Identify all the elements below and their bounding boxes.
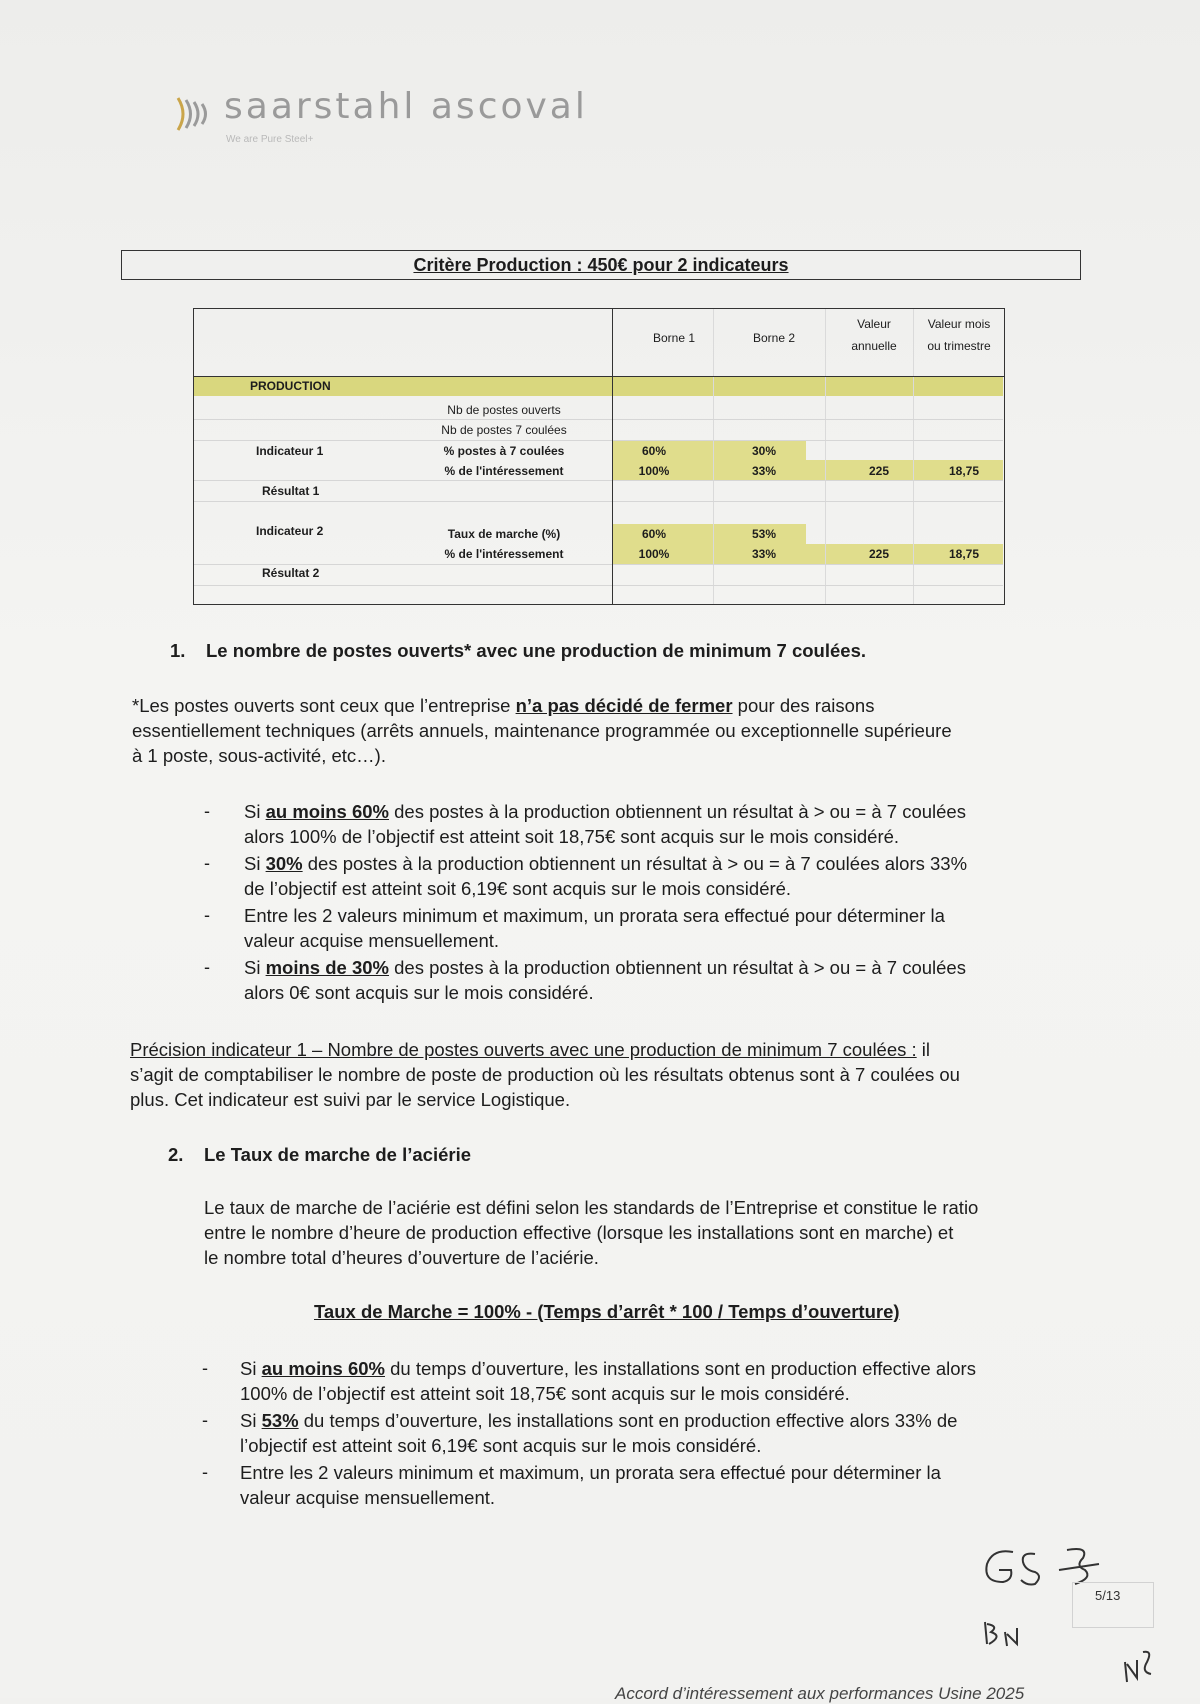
ind2-label: Indicateur 2 xyxy=(256,524,324,538)
s1-bullet-3-line-2: valeur acquise mensuellement. xyxy=(244,930,500,951)
s1-b1-post: des postes à la production obtiennent un résultat à > ou = à 7 coulées xyxy=(388,801,966,822)
grid-row xyxy=(194,585,1003,586)
s2-number: 2. xyxy=(168,1144,184,1165)
s1-b4-pre: Si xyxy=(244,957,266,978)
header-monthly-2: ou trimestre xyxy=(927,339,991,353)
ind1-monthly: 18,75 xyxy=(948,464,980,478)
ind2-line-2: % de l'intéressement xyxy=(444,547,564,561)
header-annual-2: annuelle xyxy=(851,339,897,353)
ind1-borne2-a: 30% xyxy=(751,444,777,458)
bullet-dash: - xyxy=(202,1462,208,1482)
s2-b2-post: du temps d’ouverture, les installations sont en production effective alors 33% de xyxy=(298,1410,958,1431)
s2-para-line-3: le nombre total d’heures d’ouverture de l’aciérie. xyxy=(204,1247,599,1268)
table-divider xyxy=(612,309,613,604)
grid-col xyxy=(825,309,826,604)
s1-b4-post: des postes à la production obtiennent un résultat à > ou = à 7 coulées xyxy=(388,957,966,978)
header-borne1: Borne 1 xyxy=(652,331,696,345)
s2-para-line-1: Le taux de marche de l’aciérie est défini selon les standards de l’Entreprise et constitue le ratio xyxy=(204,1197,979,1218)
s1-b2-emphasis: 30% xyxy=(265,853,303,874)
precision-post: il xyxy=(916,1039,931,1060)
ind1-line-2: Nb de postes 7 coulées xyxy=(441,423,567,437)
s1-b4-emphasis: moins de 30% xyxy=(265,957,389,978)
grid-row xyxy=(194,564,1003,565)
ind2-monthly: 18,75 xyxy=(948,547,980,561)
ind2-borne2-b: 33% xyxy=(751,547,777,561)
precision-line-3: plus. Cet indicateur est suivi par le service Logistique. xyxy=(130,1089,571,1110)
ind2-borne1-a: 60% xyxy=(641,527,667,541)
ind1-line-4: % de l'intéressement xyxy=(444,464,564,478)
ind1-line-1: Nb de postes ouverts xyxy=(447,403,561,417)
grid-row xyxy=(194,419,1003,420)
s1-bullet-4-line-2: alors 0€ sont acquis sur le mois considéré. xyxy=(244,982,594,1003)
precision-heading: Précision indicateur 1 – Nombre de postes ouverts avec une production de minimum 7 coulées : xyxy=(130,1039,917,1060)
grid-row xyxy=(194,501,1003,502)
grid-col xyxy=(913,309,914,604)
s2-bullet-2-line-2: l’objectif est atteint soit 6,19€ sont acquis sur le mois considéré. xyxy=(240,1435,762,1456)
header-monthly-1: Valeur mois xyxy=(927,317,991,331)
s2-b1-emphasis: au moins 60% xyxy=(261,1358,385,1379)
bullet-dash: - xyxy=(204,905,210,925)
s1-bullet-2-line-1 xyxy=(244,851,967,876)
s1-note-line-1 xyxy=(132,693,874,718)
ind1-borne1-a: 60% xyxy=(641,444,667,458)
section-production: PRODUCTION xyxy=(250,379,331,393)
s1-bullet-2-line-2: de l’objectif est atteint soit 6,19€ sont acquis sur le mois considéré. xyxy=(244,878,792,899)
s2-bullet-1-line-1 xyxy=(240,1356,976,1381)
s1-note-line-3: à 1 poste, sous-activité, etc…). xyxy=(132,745,386,766)
s1-b1-pre: Si xyxy=(244,801,266,822)
s1-note-post: pour des raisons xyxy=(732,695,875,716)
criterion-title-box xyxy=(121,250,1081,280)
s1-note-pre: *Les postes ouverts sont ceux que l’entreprise xyxy=(132,695,516,716)
ind2-borne1-b: 100% xyxy=(638,547,670,561)
s1-heading: Le nombre de postes ouverts* avec une production de minimum 7 coulées. xyxy=(206,640,866,661)
s2-b2-pre: Si xyxy=(240,1410,262,1431)
s1-note-emphasis: n’a pas décidé de fermer xyxy=(515,695,733,716)
grid-row xyxy=(194,440,1003,441)
table-header-line xyxy=(194,376,1004,377)
s2-bullet-3-line-1: Entre les 2 valeurs minimum et maximum, un prorata sera effectué pour déterminer la xyxy=(240,1462,941,1483)
ind1-label: Indicateur 1 xyxy=(256,444,324,458)
ind2-annual: 225 xyxy=(868,547,890,561)
s2-heading: Le Taux de marche de l’aciérie xyxy=(204,1144,472,1165)
s1-b2-pre: Si xyxy=(244,853,266,874)
s2-b2-emphasis: 53% xyxy=(261,1410,299,1431)
logo-waves-icon xyxy=(172,92,218,136)
ind1-annual: 225 xyxy=(868,464,890,478)
criterion-title: Critère Production : 450€ pour 2 indicateurs xyxy=(413,255,789,275)
s1-number: 1. xyxy=(170,640,186,661)
header-borne2: Borne 2 xyxy=(752,331,796,345)
grid-col xyxy=(713,309,714,604)
logo-tagline: We are Pure Steel+ xyxy=(226,134,314,145)
ind2-line-1: Taux de marche (%) xyxy=(447,527,561,541)
s1-bullet-3-line-1: Entre les 2 valeurs minimum et maximum, un prorata sera effectué pour déterminer la xyxy=(244,905,945,926)
s1-bullet-1-line-1 xyxy=(244,799,966,824)
bullet-dash: - xyxy=(204,801,210,821)
s2-b1-pre: Si xyxy=(240,1358,262,1379)
s1-bullet-4-line-1 xyxy=(244,955,966,980)
footer-title: Accord d’intéressement aux performances Usine 2025 xyxy=(615,1684,1025,1703)
ind1-borne2-b: 33% xyxy=(751,464,777,478)
bullet-dash: - xyxy=(204,957,210,977)
precision-line-2: s’agit de comptabiliser le nombre de poste de production où les résultats obtenus sont à 7 coulées ou xyxy=(130,1064,960,1085)
bullet-dash: - xyxy=(202,1358,208,1378)
s1-b2-post: des postes à la production obtiennent un résultat à > ou = à 7 coulées alors 33% xyxy=(302,853,968,874)
ind2-borne2-a: 53% xyxy=(751,527,777,541)
header-annual-1: Valeur xyxy=(857,317,891,331)
page-number: 5/13 xyxy=(1095,1588,1121,1603)
s1-bullet-1-line-2: alors 100% de l’objectif est atteint soit 18,75€ sont acquis sur le mois considéré. xyxy=(244,826,900,847)
s2-para-line-2: entre le nombre d’heure de production effective (lorsque les installations sont en marche) et xyxy=(204,1222,954,1243)
result-2: Résultat 2 xyxy=(262,566,320,580)
result-1: Résultat 1 xyxy=(262,484,320,498)
ind1-borne1-b: 100% xyxy=(638,464,670,478)
s2-bullet-3-line-2: valeur acquise mensuellement. xyxy=(240,1487,496,1508)
s1-b1-emphasis: au moins 60% xyxy=(265,801,389,822)
s2-formula: Taux de Marche = 100% - (Temps d’arrêt * 100 / Temps d’ouverture) xyxy=(314,1301,900,1322)
s1-note-line-2: essentiellement techniques (arrêts annuels, maintenance programmée ou exceptionnelle supérieure xyxy=(132,720,952,741)
s2-bullet-2-line-1 xyxy=(240,1408,957,1433)
production-table xyxy=(193,308,1005,605)
grid-row xyxy=(194,480,1003,481)
s2-bullet-1-line-2: 100% de l’objectif est atteint soit 18,75€ sont acquis sur le mois considéré. xyxy=(240,1383,850,1404)
bullet-dash: - xyxy=(204,853,210,873)
s2-b1-post: du temps d’ouverture, les installations sont en production effective alors xyxy=(384,1358,976,1379)
bullet-dash: - xyxy=(202,1410,208,1430)
logo-name: saarstahl ascoval xyxy=(224,86,588,127)
precision-line-1 xyxy=(130,1037,930,1062)
ind1-line-3: % postes à 7 coulées xyxy=(443,444,565,458)
